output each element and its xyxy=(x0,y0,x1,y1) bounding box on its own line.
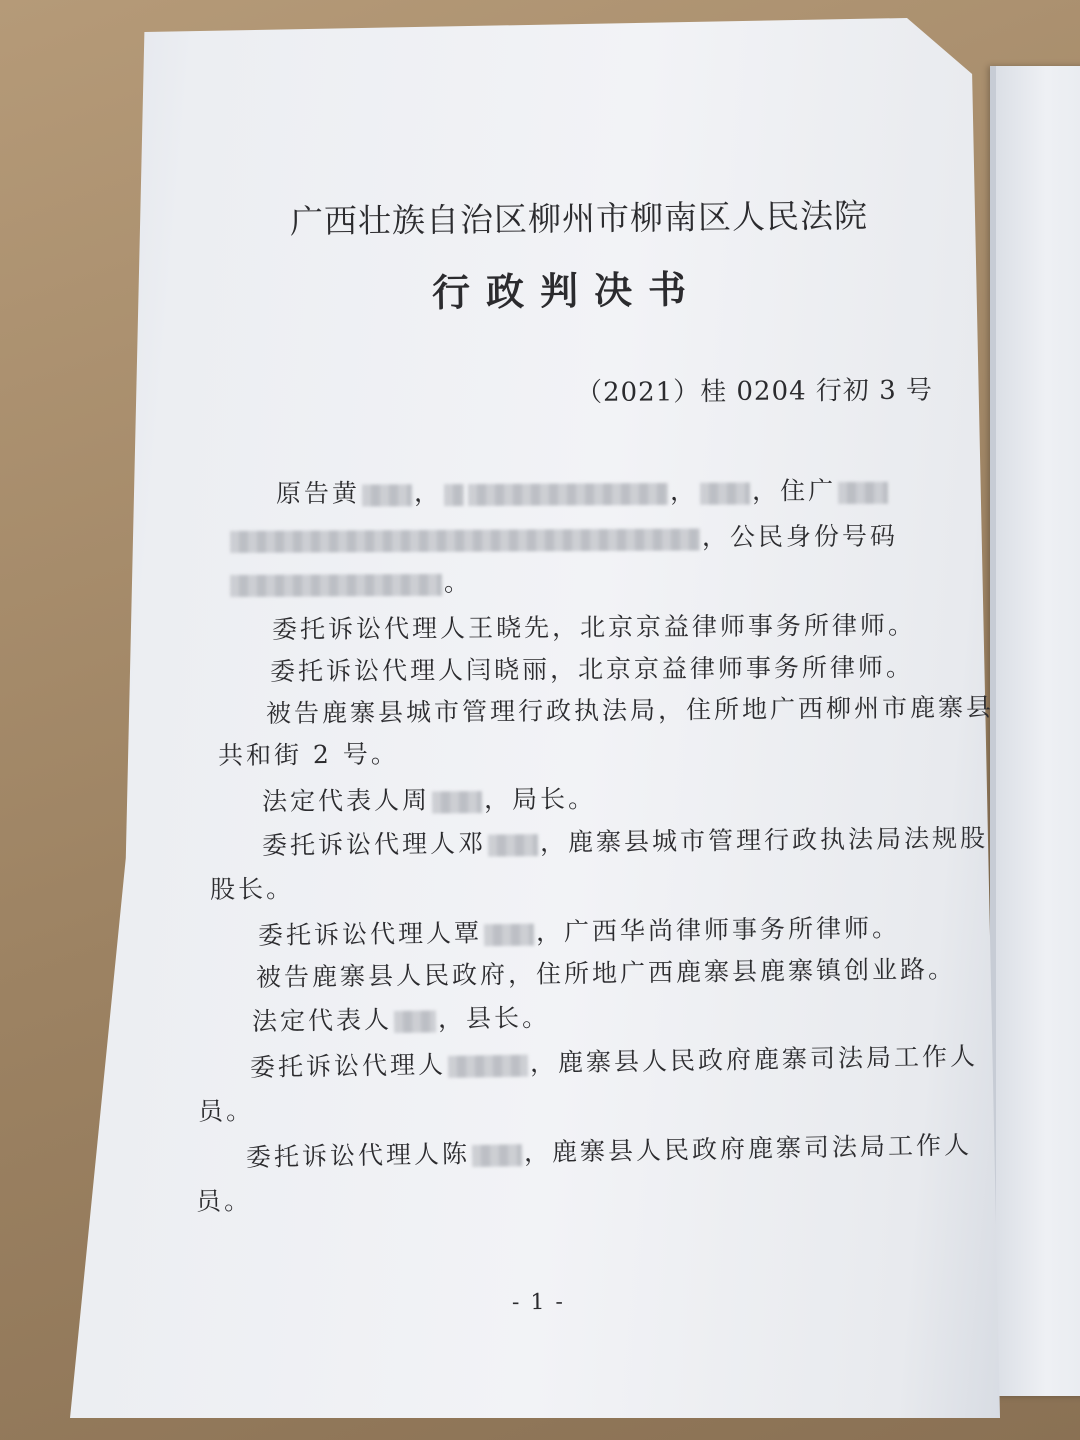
punctuation: 。 xyxy=(443,567,473,597)
representative-title: ，局长。 xyxy=(483,784,597,815)
redaction xyxy=(394,1010,436,1033)
agent-affiliation: ，鹿寨县人民政府鹿寨司法局工作人 xyxy=(529,1041,979,1078)
agent-affiliation: ，广西华尚律师事务所律师。 xyxy=(535,913,901,947)
defendant-1-line-1: 被告鹿寨县城市管理行政执法局，住所地广西柳州市鹿寨县 xyxy=(265,692,995,728)
defendant-1-representative xyxy=(262,779,596,818)
agent-label: 委托诉讼代理人覃 xyxy=(257,918,483,950)
defendant-2-agent-2-line-2: 员。 xyxy=(195,1186,253,1216)
redaction xyxy=(472,1144,522,1167)
representative-label: 法定代表人 xyxy=(251,1005,393,1036)
representative-title: ，县长。 xyxy=(437,1002,551,1034)
defendant-2-representative xyxy=(252,998,551,1038)
defendant-1-agent-2 xyxy=(258,908,900,952)
agent-affiliation: ，鹿寨县城市管理行政执法局法规股 xyxy=(539,823,989,858)
court-name: 广西壮族自治区柳州市柳南区人民法院 xyxy=(289,195,869,241)
redaction xyxy=(838,481,888,503)
redaction xyxy=(484,923,534,946)
plaintiff-label: 原告黄 xyxy=(275,478,361,508)
punctuation: ， xyxy=(413,478,443,508)
representative-label: 法定代表人周 xyxy=(261,785,431,816)
plaintiff-line-3 xyxy=(228,563,472,600)
id-number-label: ，公民身份号码 xyxy=(701,521,899,552)
case-number: （2021）桂 0204 行初 3 号 xyxy=(575,375,934,408)
redaction xyxy=(444,484,464,506)
redaction xyxy=(700,482,750,504)
defendant-2: 被告鹿寨县人民政府，住所地广西鹿寨县鹿寨镇创业路。 xyxy=(255,954,957,992)
punctuation: ， xyxy=(669,476,699,506)
defendant-2-agent-1-line-1 xyxy=(250,1037,979,1084)
redaction xyxy=(230,573,442,596)
redaction xyxy=(230,528,700,552)
page-number: - 1 - xyxy=(511,1289,565,1316)
defendant-1-agent-1-line-2: 股长。 xyxy=(209,874,295,904)
agent-label: 委托诉讼代理人陈 xyxy=(245,1139,471,1172)
redaction xyxy=(488,834,538,857)
plaintiff-address-start: ，住广 xyxy=(751,476,837,506)
redaction xyxy=(468,482,668,505)
agent-label: 委托诉讼代理人邓 xyxy=(261,828,487,860)
redaction xyxy=(448,1054,528,1077)
redaction xyxy=(432,791,482,813)
defendant-2-agent-2-line-1 xyxy=(246,1125,973,1174)
plaintiff-agent-1: 委托诉讼代理人王晓先，北京京益律师事务所律师。 xyxy=(271,610,917,644)
defendant-1-line-2: 共和街 2 号。 xyxy=(217,739,399,770)
defendant-2-agent-1-line-2: 员。 xyxy=(197,1096,255,1126)
agent-affiliation: ，鹿寨县人民政府鹿寨司法局工作人 xyxy=(523,1130,973,1168)
plaintiff-agent-2: 委托诉讼代理人闫晓丽，北京京益律师事务所律师。 xyxy=(269,652,915,686)
agent-label: 委托诉讼代理人 xyxy=(249,1049,447,1082)
plaintiff-line-1 xyxy=(276,471,890,510)
defendant-1-agent-1-line-1 xyxy=(262,818,988,862)
plaintiff-line-2 xyxy=(228,516,898,556)
document-type-title: 行政判决书 xyxy=(431,266,703,315)
redaction xyxy=(362,484,412,506)
